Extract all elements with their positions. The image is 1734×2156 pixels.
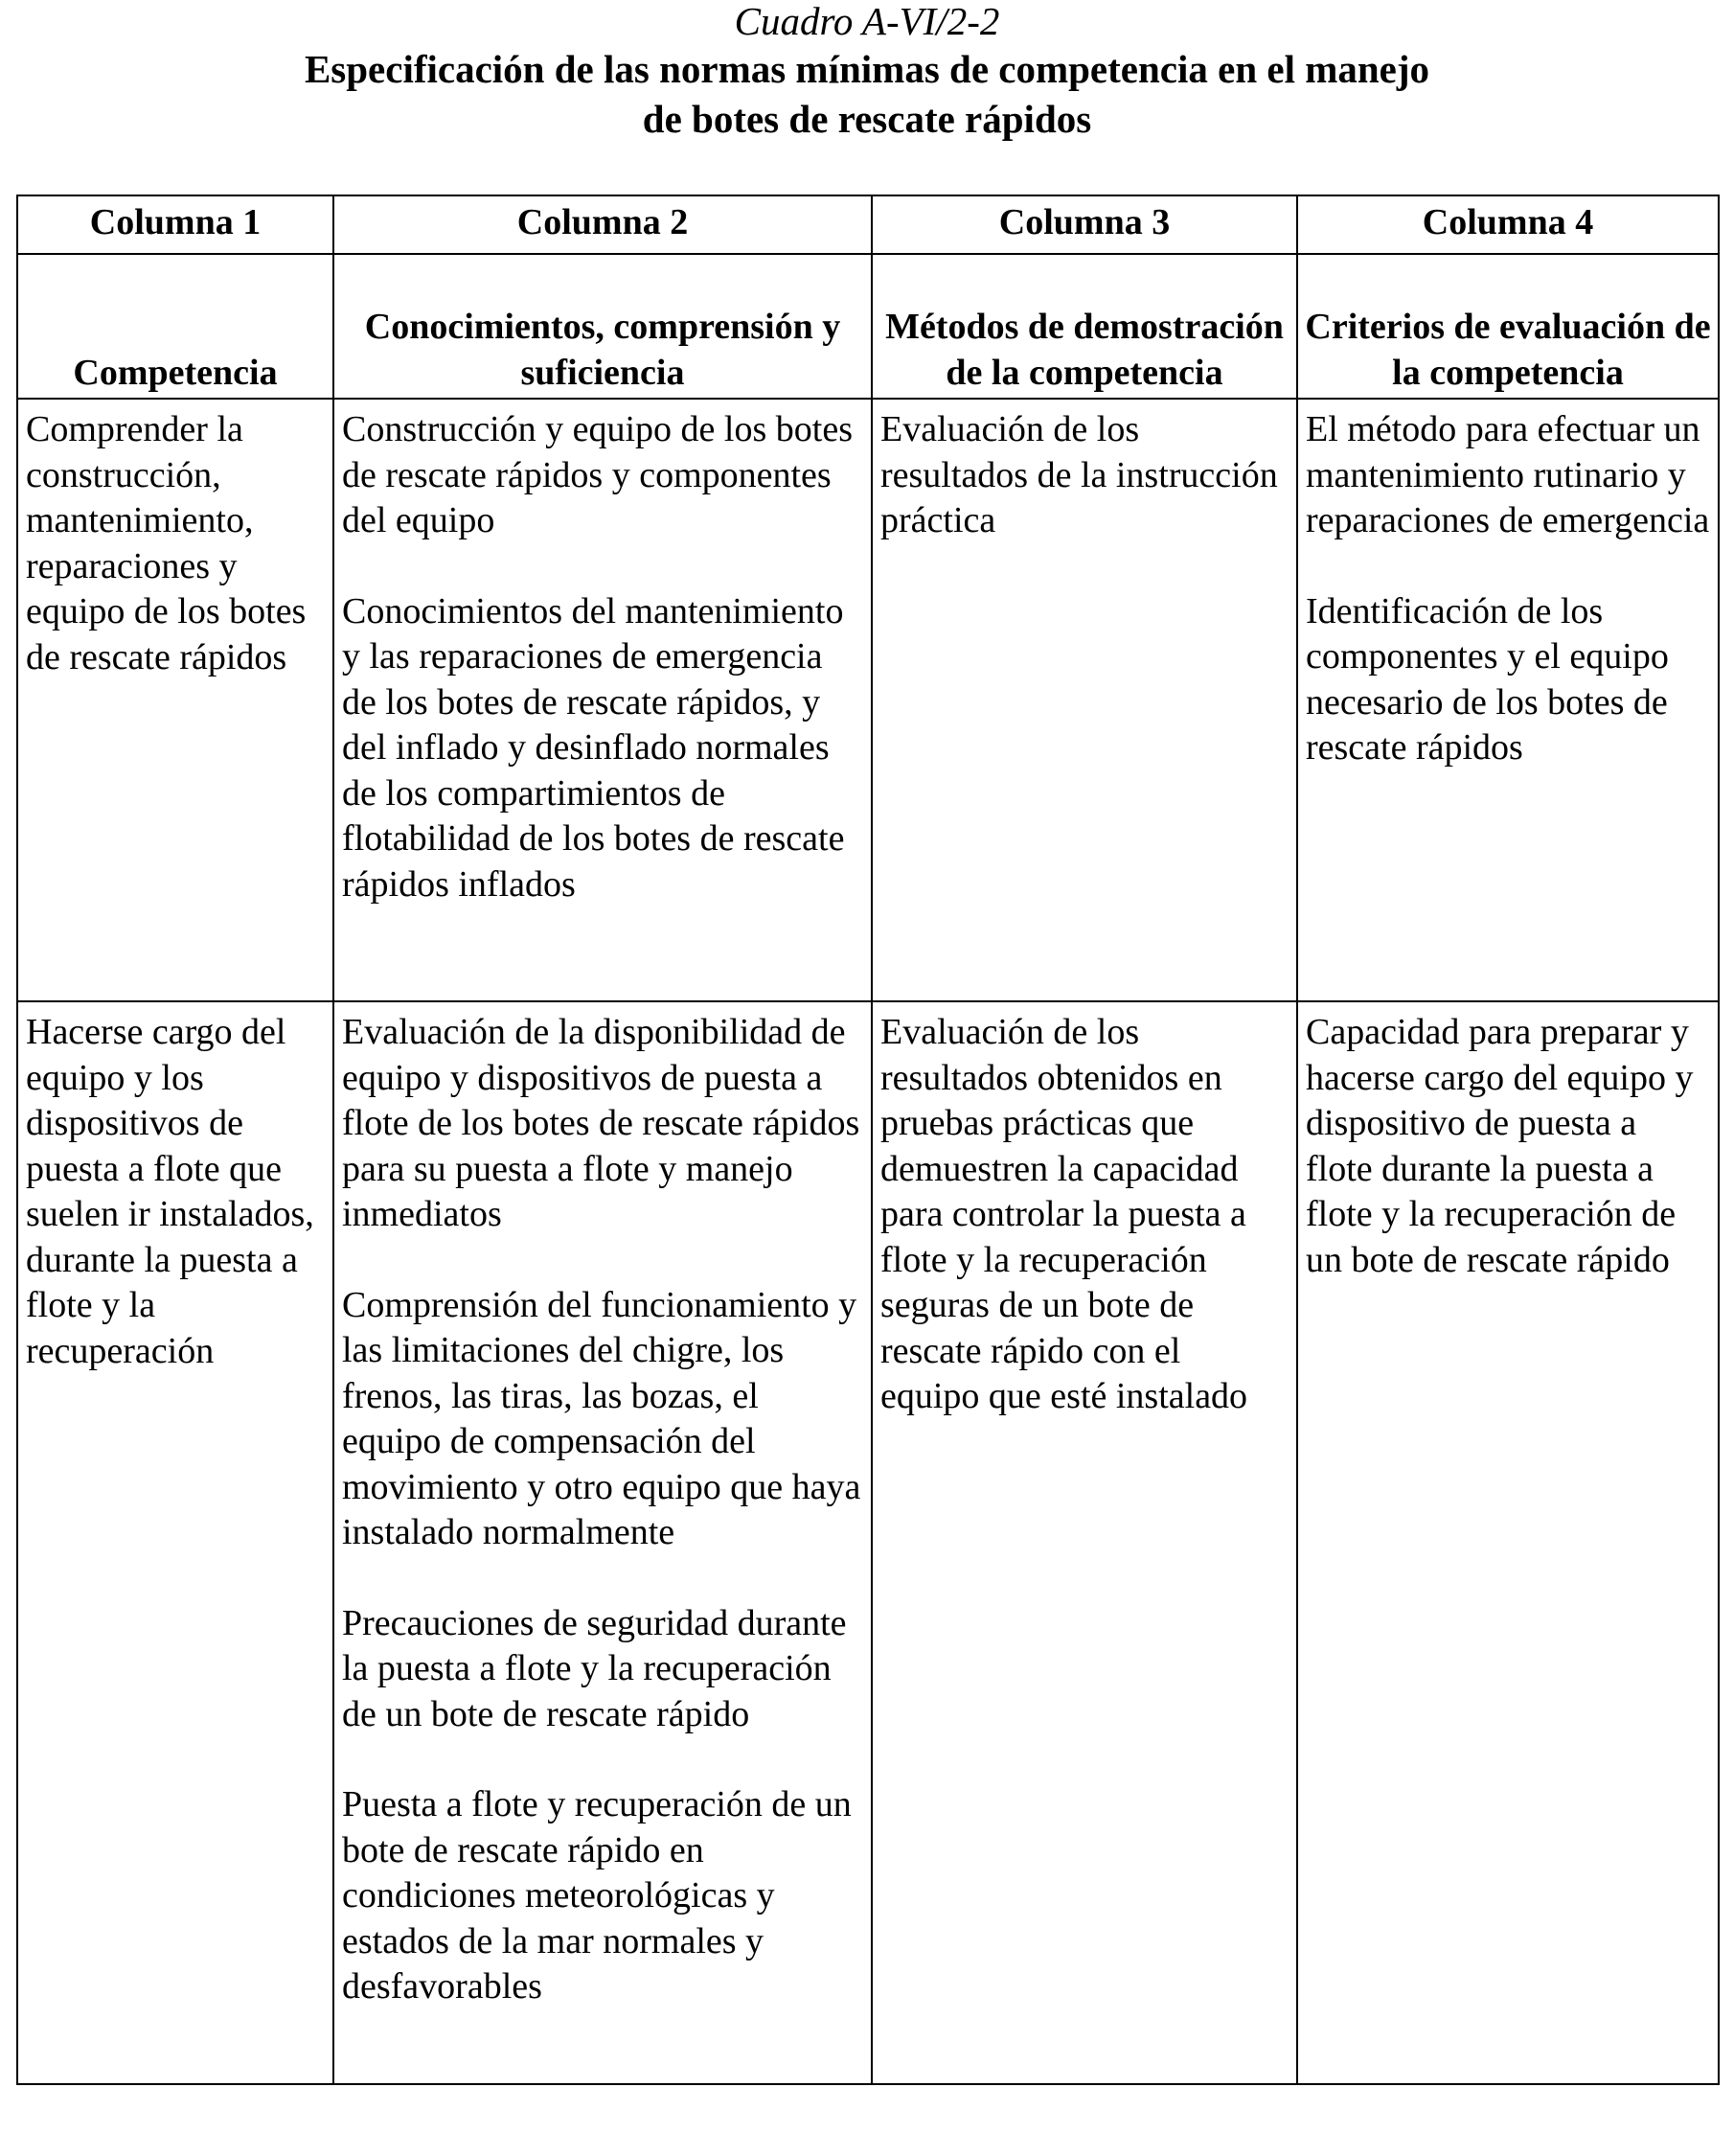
- knowledge-cell: [333, 399, 872, 1001]
- competence-table: [16, 195, 1720, 2085]
- column-header-knowledge: Conocimientos, comprensión y suficiencia: [333, 254, 872, 399]
- table-row: [17, 1001, 1719, 2084]
- criteria-paragraph: El método para efectuar un mantenimiento rutinario y reparaciones de emergencia: [1306, 409, 1710, 540]
- competence-cell: Comprender la construcción, mantenimiento, reparaciones y equipo de los botes de rescate rápidos: [17, 399, 333, 1001]
- knowledge-paragraph: Evaluación de la disponibilidad de equipo y dispositivos de puesta a flote de los botes de rescate rápidos para su puesta a flote y manejo inmediatos: [342, 1012, 860, 1234]
- knowledge-paragraph: Precauciones de seguridad durante la puesta a flote y la recuperación de un bote de rescate rápido: [342, 1602, 847, 1734]
- column-header-row: [17, 254, 1719, 399]
- column-number-3: Columna 3: [872, 195, 1297, 254]
- criteria-paragraph: Capacidad para preparar y hacerse cargo del equipo y dispositivo de puesta a flote durante la puesta a flote y la recuperación de un bote de rescate rápido: [1306, 1012, 1694, 1280]
- knowledge-cell: [333, 1001, 872, 2084]
- table-title-line-2: de botes de rescate rápidos: [642, 97, 1092, 141]
- knowledge-paragraph: Comprensión del funcionamiento y las limitaciones del chigre, los frenos, las tiras, las bozas, el equipo de compensación del movimiento y otro equipo que haya instalado normalmente: [342, 1284, 861, 1552]
- column-number-4: Columna 4: [1297, 195, 1719, 254]
- column-header-competence: Competencia: [17, 254, 333, 399]
- table-row: [17, 399, 1719, 1001]
- criteria-cell: [1297, 1001, 1719, 2084]
- column-number-1: Columna 1: [17, 195, 333, 254]
- criteria-paragraph: Identificación de los componentes y el equipo necesario de los botes de rescate rápidos: [1306, 590, 1669, 768]
- knowledge-paragraph: Construcción y equipo de los botes de rescate rápidos y componentes del equipo: [342, 409, 853, 540]
- column-number-row: [17, 195, 1719, 254]
- criteria-cell: [1297, 399, 1719, 1001]
- methods-cell: Evaluación de los resultados obtenidos en pruebas prácticas que demuestren la capacidad para controlar la puesta a flote y la recuperación seguras de un bote de rescate rápido con el equipo que esté instalado: [872, 1001, 1297, 2084]
- methods-cell: Evaluación de los resultados de la instrucción práctica: [872, 399, 1297, 1001]
- knowledge-paragraph: Puesta a flote y recuperación de un bote de rescate rápido en condiciones meteorológicas y estados de la mar normales y desfavorables: [342, 1784, 852, 2007]
- column-header-methods: Métodos de demostración de la competencia: [872, 254, 1297, 399]
- column-header-criteria: Criterios de evaluación de la competencia: [1297, 254, 1719, 399]
- column-number-2: Columna 2: [333, 195, 872, 254]
- competence-cell: Hacerse cargo del equipo y los dispositivos de puesta a flote que suelen ir instalados, durante la puesta a flote y la recuperación: [17, 1001, 333, 2084]
- knowledge-paragraph: Conocimientos del mantenimiento y las reparaciones de emergencia de los botes de rescate rápidos, y del inflado y desinflado normales de los compartimientos de flotabilidad de los botes de rescate rápidos inflados: [342, 590, 845, 905]
- table-title-line-1: Especificación de las normas mínimas de competencia en el manejo: [304, 47, 1430, 91]
- table-caption: Cuadro A-VI/2-2: [734, 0, 1000, 43]
